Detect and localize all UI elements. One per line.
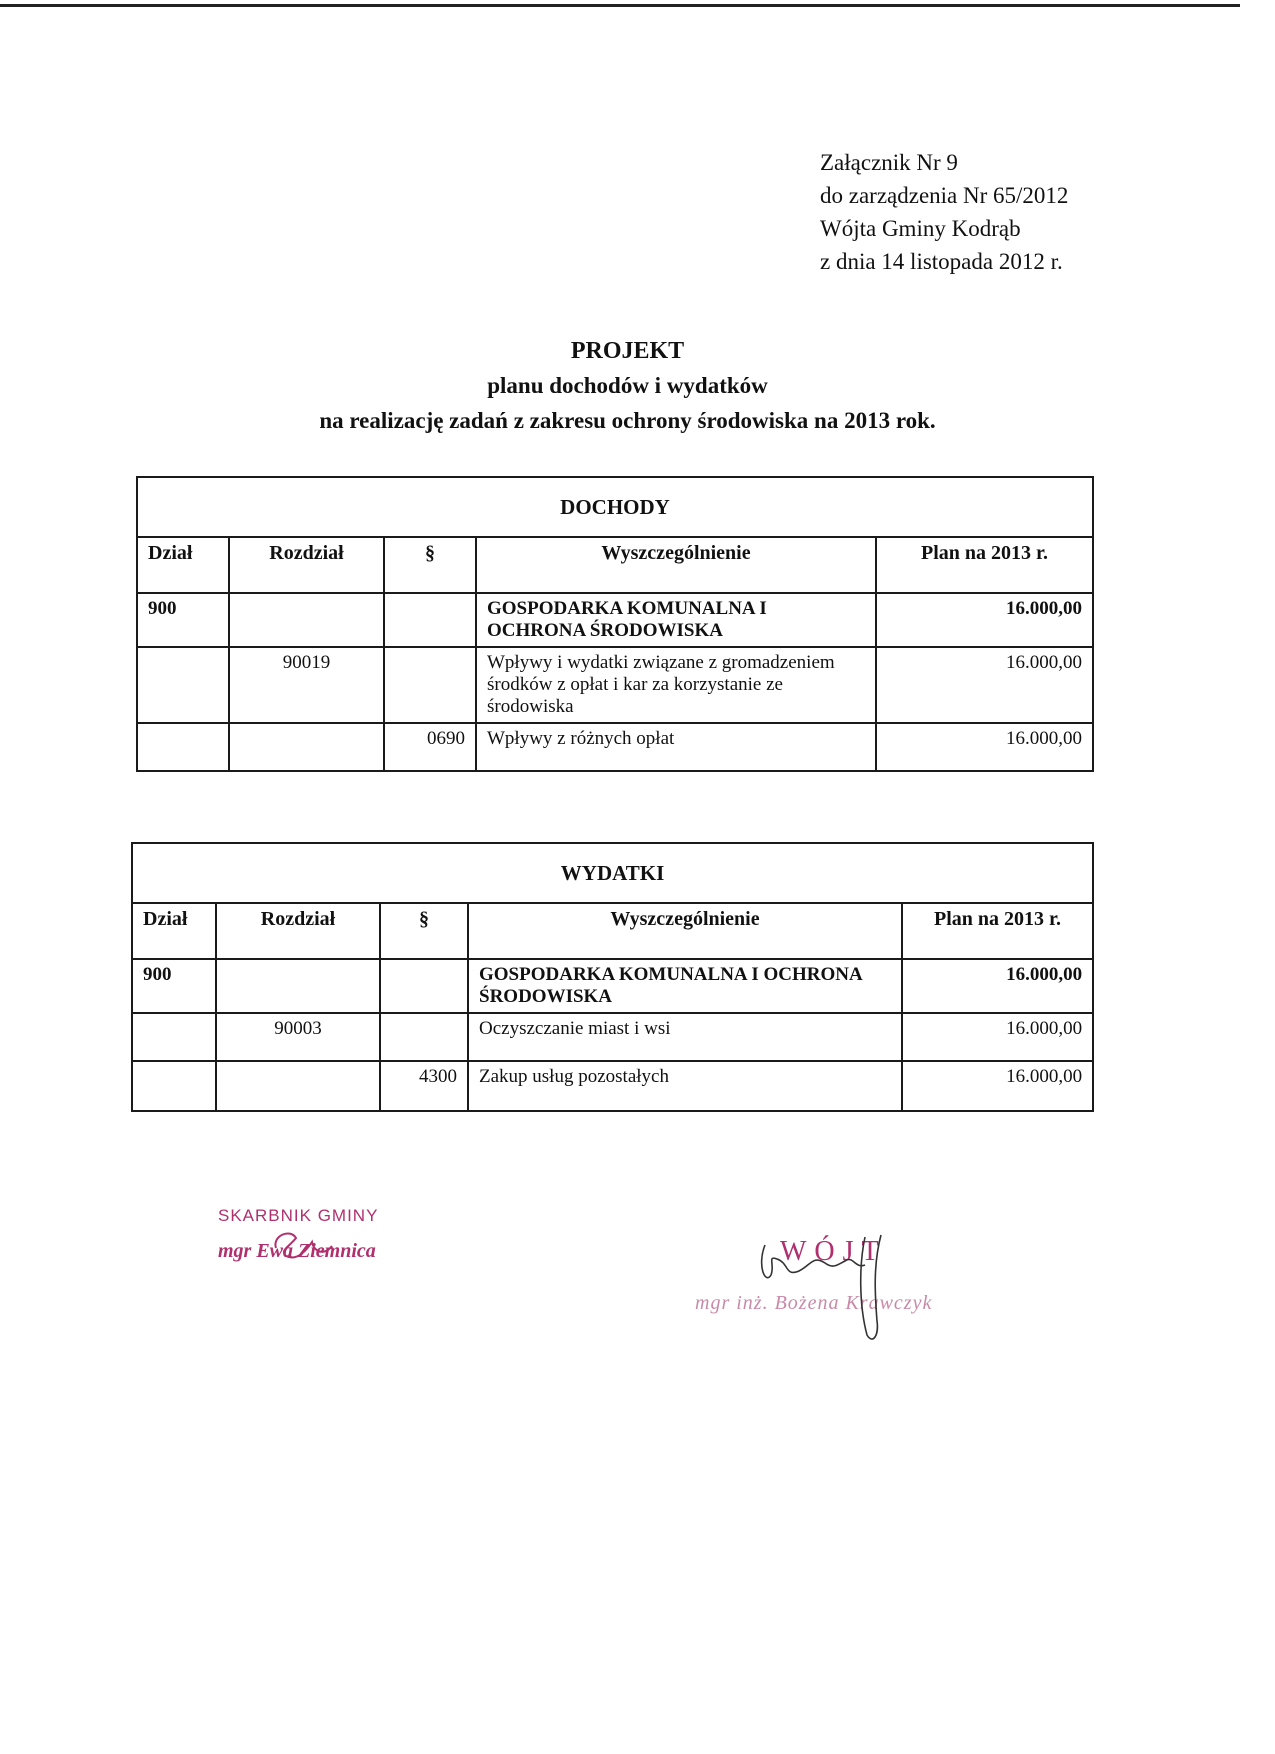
cell-opis: Wpływy i wydatki związane z gromadzeniem środków z opłat i kar za korzystanie ze środowiska: [476, 647, 876, 723]
cell-plan: 16.000,00: [876, 723, 1093, 771]
expense-table: [131, 842, 1094, 1112]
cell-rozdzial: [229, 593, 384, 647]
cell-rozdzial: [229, 723, 384, 771]
cell-paragraf: [384, 647, 476, 723]
treasurer-name: mgr Ewa Ziemnica: [218, 1240, 376, 1262]
cell-plan: 16.000,00: [876, 593, 1093, 647]
doc-subtitle: planu dochodów i wydatków: [487, 373, 768, 398]
col-header-rozdzial: Rozdział: [216, 903, 380, 959]
cell-paragraf: 0690: [384, 723, 476, 771]
mayor-name: mgr inż. Bożena Krawczyk: [695, 1292, 933, 1314]
mayor-signature: [755, 1225, 915, 1350]
table-row: [132, 1013, 1093, 1061]
cell-paragraf: [380, 959, 468, 1013]
cell-dzial: [132, 1061, 216, 1111]
col-header-dzial: Dział: [132, 903, 216, 959]
treasurer-signature: [268, 1218, 338, 1268]
cell-paragraf: 4300: [380, 1061, 468, 1111]
cell-opis: GOSPODARKA KOMUNALNA I OCHRONA ŚRODOWISKA: [476, 593, 876, 647]
cell-opis: Zakup usług pozostałych: [468, 1061, 902, 1111]
cell-opis: Oczyszczanie miast i wsi: [468, 1013, 902, 1061]
cell-rozdzial: [216, 1061, 380, 1111]
cell-paragraf: [380, 1013, 468, 1061]
table-row: [132, 959, 1093, 1013]
attachment-reference: [820, 146, 1068, 278]
issue-date: z dnia 14 listopada 2012 r.: [820, 249, 1063, 274]
cell-plan: 16.000,00: [902, 1061, 1093, 1111]
col-header-paragraf: §: [384, 537, 476, 593]
col-header-wyszczegolnienie: Wyszczególnienie: [468, 903, 902, 959]
cell-rozdzial: [216, 959, 380, 1013]
cell-paragraf: [384, 593, 476, 647]
col-header-paragraf: §: [380, 903, 468, 959]
income-table: [136, 476, 1094, 772]
cell-plan: 16.000,00: [902, 1013, 1093, 1061]
top-border-line: [0, 4, 1240, 7]
ordinance-number: do zarządzenia Nr 65/2012: [820, 183, 1069, 208]
issuer: Wójta Gminy Kodrąb: [820, 216, 1021, 241]
cell-opis: Wpływy z różnych opłat: [476, 723, 876, 771]
table-row: [137, 593, 1093, 647]
mayor-title: WÓJT: [780, 1236, 887, 1267]
income-caption: DOCHODY: [137, 477, 1093, 537]
table-row: [137, 723, 1093, 771]
cell-dzial: [132, 1013, 216, 1061]
cell-plan: 16.000,00: [876, 647, 1093, 723]
col-header-dzial: Dział: [137, 537, 229, 593]
col-header-wyszczegolnienie: Wyszczególnienie: [476, 537, 876, 593]
cell-dzial: 900: [132, 959, 216, 1013]
cell-dzial: 900: [137, 593, 229, 647]
doc-subtitle-2: na realizację zadań z zakresu ochrony środowiska na 2013 rok.: [319, 408, 936, 433]
col-header-plan: Plan na 2013 r.: [876, 537, 1093, 593]
cell-dzial: [137, 647, 229, 723]
cell-plan: 16.000,00: [902, 959, 1093, 1013]
doc-title: PROJEKT: [570, 338, 685, 364]
table-row: [132, 1061, 1093, 1111]
col-header-rozdzial: Rozdział: [229, 537, 384, 593]
treasurer-title: SKARBNIK GMINY: [218, 1206, 379, 1225]
cell-rozdzial: 90003: [216, 1013, 380, 1061]
table-row: [137, 647, 1093, 723]
cell-opis: GOSPODARKA KOMUNALNA I OCHRONA ŚRODOWISKA: [468, 959, 902, 1013]
cell-rozdzial: 90019: [229, 647, 384, 723]
expense-caption: WYDATKI: [132, 843, 1093, 903]
attachment-number: Załącznik Nr 9: [820, 150, 958, 175]
cell-dzial: [137, 723, 229, 771]
col-header-plan: Plan na 2013 r.: [902, 903, 1093, 959]
